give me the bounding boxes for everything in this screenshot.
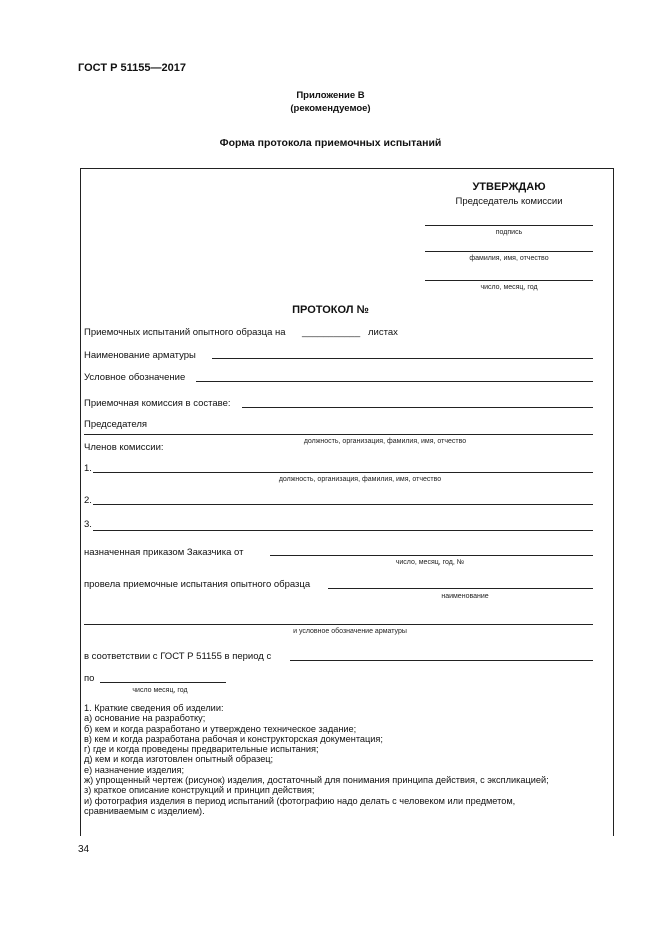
member-number-1: 1. bbox=[84, 463, 92, 474]
appointed-caption: число, месяц, год, № bbox=[395, 559, 465, 566]
standard-header: ГОСТ Р 51155—2017 bbox=[78, 62, 186, 74]
symbol-fitting-line bbox=[84, 624, 593, 625]
protocol-title: ПРОТОКОЛ № bbox=[292, 304, 369, 316]
date-caption: число, месяц, год bbox=[480, 284, 538, 291]
list-item: ж) упрощенный чертеж (рисунок) изделия, достаточный для понимания принципа действия, с экспликацией; bbox=[84, 775, 549, 786]
conducted-line bbox=[328, 588, 593, 589]
member-number-2: 2. bbox=[84, 495, 92, 506]
approval-role: Председатель комиссии bbox=[455, 196, 563, 207]
list-item: е) назначение изделия; bbox=[84, 764, 185, 775]
list-item: в) кем и когда разработана рабочая и конструкторская документация; bbox=[84, 733, 383, 744]
list-item: б) кем и когда разработано и утверждено техническое задание; bbox=[84, 723, 357, 734]
approval-heading: УТВЕРЖДАЮ bbox=[472, 181, 546, 193]
member-line-1 bbox=[93, 472, 593, 473]
symbol-label: Условное обозначение bbox=[84, 372, 186, 383]
name-caption: фамилия, имя, отчество bbox=[469, 255, 549, 262]
chairman-caption: должность, организация, фамилия, имя, отчество bbox=[303, 438, 467, 445]
name-caption-2: наименование bbox=[441, 593, 489, 600]
chairman-line bbox=[84, 434, 593, 435]
symbol-line bbox=[196, 381, 593, 382]
sheets-blank: ___________ bbox=[302, 327, 361, 338]
according-label: в соответствии с ГОСТ Р 51155 в период с bbox=[84, 651, 272, 662]
product-info-list bbox=[84, 703, 604, 816]
period-from-line bbox=[290, 660, 593, 661]
list-item: и) фотография изделия в период испытаний (фотографию надо делать с человеком или предметом, bbox=[84, 795, 516, 806]
members-label: Членов комиссии: bbox=[84, 442, 164, 453]
list-item: 1. Краткие сведения об изделии: bbox=[84, 703, 224, 713]
member-number-3: 3. bbox=[84, 519, 92, 530]
appendix-status: (рекомендуемое) bbox=[290, 103, 371, 114]
member-line-2 bbox=[93, 504, 593, 505]
list-item: сравниваемым с изделием). bbox=[84, 805, 205, 816]
signature-caption: подпись bbox=[495, 229, 523, 236]
period-to-caption: число месяц, год bbox=[132, 687, 188, 694]
form-title: Форма протокола приемочных испытаний bbox=[219, 137, 442, 149]
list-item: д) кем и когда изготовлен опытный образец; bbox=[84, 754, 274, 765]
signature-line bbox=[425, 225, 593, 226]
commission-label: Приемочная комиссия в составе: bbox=[84, 398, 231, 409]
appointed-line bbox=[270, 555, 593, 556]
sheets-label: листах bbox=[368, 327, 398, 338]
commission-line bbox=[242, 407, 593, 408]
page-number: 34 bbox=[78, 844, 90, 855]
symbol-fitting-caption: и условное обозначение арматуры bbox=[293, 628, 407, 635]
period-to-line bbox=[100, 682, 226, 683]
list-item: а) основание на разработку; bbox=[84, 713, 206, 724]
member-line-3 bbox=[93, 530, 593, 531]
list-item: г) где и когда проведены предварительные испытания; bbox=[84, 744, 319, 755]
chairman-label: Председателя bbox=[84, 419, 148, 430]
appendix-title: Приложение В bbox=[296, 90, 365, 101]
conducted-label: провела приемочные испытания опытного образца bbox=[84, 579, 311, 590]
test-line-label: Приемочных испытаний опытного образца на bbox=[84, 327, 286, 338]
name-line bbox=[425, 251, 593, 252]
date-line bbox=[425, 280, 593, 281]
appointed-label: назначенная приказом Заказчика от bbox=[84, 547, 244, 558]
member-caption: должность, организация, фамилия, имя, отчество bbox=[278, 476, 442, 483]
fitting-name-line bbox=[212, 358, 593, 359]
fitting-name-label: Наименование арматуры bbox=[84, 350, 196, 361]
period-to-label: по bbox=[84, 673, 95, 684]
list-item: з) краткое описание конструкций и принцип действия; bbox=[84, 785, 315, 796]
